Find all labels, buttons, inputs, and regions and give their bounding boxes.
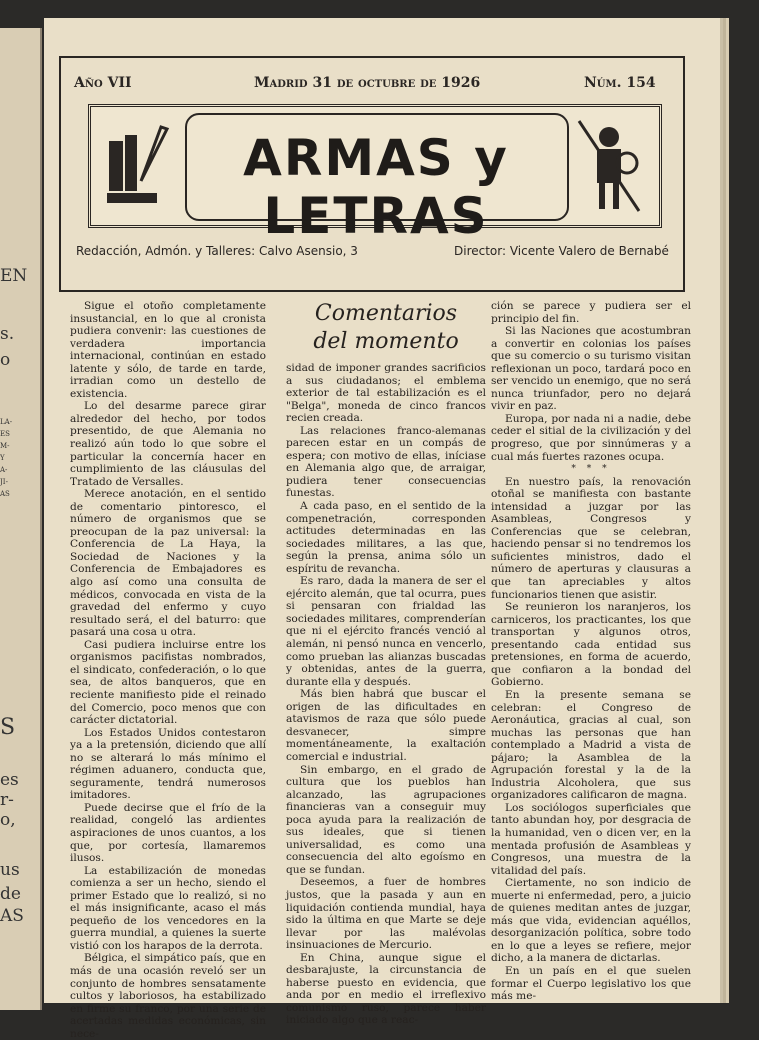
paragraph: Casi pudiera incluirse entre los organismos pacifistas nombrados, el sindicato, confederación, o lo que sea, de altos banqueros, que en reciente manifiesto pide el reinado del Comercio, poco menos que con carácter dictatorial. [70, 638, 266, 727]
fragment: M- [0, 442, 10, 450]
paragraph: En un país en el que suelen formar el Cuerpo legislativo los que más me- [491, 964, 691, 1003]
previous-page-edge [0, 28, 42, 1010]
paragraph: Europa, por nada ni a nadie, debe ceder el sitial de la civilización y del progreso, que por sinnúmeras y a cual más fuertes razones ocupa. [491, 412, 691, 463]
fragment: AS [0, 490, 10, 498]
fragment: EN [0, 266, 28, 286]
fragment: A- [0, 466, 8, 474]
issue-number: Núm. 154 [584, 75, 656, 91]
address-line: Redacción, Admón. y Talleres: Calvo Asensio, 3 [76, 244, 358, 258]
paragraph: Sin embargo, en el grado de cultura que los pueblos han alcanzado, las agrupaciones financieras van a conseguir muy poca ayuda para la realización de sus ideales, que si tienen universalidad, es como una consecuencia del alto egoísmo en que se fundan. [286, 763, 486, 876]
fragment: de [0, 884, 21, 904]
fragment: s. [0, 324, 15, 344]
paragraph: Los sociólogos superficiales que tanto abundan hoy, por desgracia de la humanidad, ven o dicen ver, en la mentada profusión de Asambleas y Congresos, una muestra de la vitalidad del país. [491, 801, 691, 877]
fragment: es [0, 770, 19, 790]
paragraph: Se reunieron los naranjeros, los carniceros, los practicantes, los que transportan y algunos otros, presentando cada entidad sus pretensiones, en forma de acuerdo, que confiaron a la bondad del Gobierno. [491, 601, 691, 689]
paragraph: Puede decirse que el frío de la realidad, congeló las ardientes aspiraciones de unos cuantos, a los que, por cortesía, llamaremos ilusos. [70, 801, 266, 865]
fragment: o, [0, 810, 16, 830]
issue-year: Año VII [74, 75, 132, 91]
title-line-1: Comentarios [314, 301, 458, 326]
paragraph: Si las Naciones que acostumbran a convertir en colonias los países que su comercio o su turismo visitan reflexionan un poco, tardará poco en ser vencido un enemigo, que no será nunca triunfador, pero no dejará vivir en paz. [491, 325, 691, 413]
issue-date: Madrid 31 de octubre de 1926 [254, 75, 481, 91]
paragraph: En nuestro país, la renovación otoñal se manifiesta con bastante intensidad a juzgar por las Asambleas, Congresos y Conferencias que se celebran, haciendo pensar si no tendremos los suficientes ministros, dado el número de aperturas y clausuras a que tan apreciables y altos funcionarios tienen que asistir. [491, 475, 691, 601]
masthead-banner [88, 104, 662, 245]
article-title [286, 300, 486, 356]
books-quill-icon [101, 121, 173, 211]
paragraph: Los Estados Unidos contestaron ya a la pretensión, diciendo que allí no se alterará lo más mínimo el régimen aduanero, conducta que, seguramente, tendrá numerosos imitadores. [70, 726, 266, 802]
masthead-title: ARMAS y LETRAS [243, 129, 509, 245]
column-2 [286, 300, 486, 1027]
paragraph: Deseemos, a fuer de hombres justos, que la pasada y aun en liquidación contienda mundial, haya sido la última en que Marte se deje llevar por las malévolas insinuaciones de Mercurio. [286, 876, 486, 952]
paragraph: En China, aunque sigue el desbarajuste, la circunstancia de haberse puesto en evidencia, que anda por en medio el irreflexivo comunismo ruso, parece haber iniciado algo que a reac- [286, 951, 486, 1027]
fragment: o [0, 350, 11, 370]
paragraph: A cada paso, en el sentido de la compenetración, corresponden actitudes determinadas en las sociedades militares, a las que, según la prensa, anima sólo un espíritu de revancha. [286, 500, 486, 575]
paragraph: En la presente semana se celebran: el Congreso de Aeronáutica, gracias al cual, son muchas las personas que han contemplado a Madrid a vista de pájaro; la Asamblea de la Agrupación forestal y la de la Industria Alcoholera, que sus organizadores calificaron de magna. [491, 688, 691, 802]
fragment: JI- [0, 478, 8, 486]
paragraph: Bélgica, el simpático país, que en más de una ocasión reveló ser un conjunto de hombres sensatamente cultos y laboriosos, ha estabilizado en firme su franco, por una serie de acertadas medidas económicas, sin nece- [70, 952, 266, 1040]
paragraph: Ciertamente, no son indicio de muerte ni enfermedad, pero, a juicio de quienes meditan antes de juzgar, más que vida, evidencian aquéllos, desorganización política, sobre todo en lo que a leyes se refiere, mejor dicho, a la manera de dictarlas. [491, 877, 691, 965]
paragraph: ción se parece y pudiera ser el principio del fin. [491, 300, 691, 325]
fragment: r- [0, 790, 14, 810]
fragment: AS [0, 906, 24, 926]
director-line: Director: Vicente Valero de Bernabé [454, 244, 669, 258]
newspaper-page [44, 18, 720, 1040]
section-separator: * * * [571, 464, 611, 475]
paragraph: Las relaciones franco-alemanas parecen estar en un compás de espera; con motivo de ellas, iníciase en Alemania algo que, de arraigar, pudiera tener consecuencias funestas. [286, 424, 486, 500]
fragment: LA- [0, 418, 13, 426]
paragraph: La estabilización de monedas comienza a ser un hecho, siendo el primer Estado que lo realizó, si no el más insignificante, acaso el más pequeño de los vencedores en la guerra mundial, a quienes la suerte vistió con los harapos de la derrota. [70, 864, 266, 952]
paragraph: Merece anotación, en el sentido de comentario pintoresco, el número de organismos que se preocupan de la paz universal: la Conferencia de La Haya, la Sociedad de Naciones y la Conferencia de Embajadores es algo así como una consulta de médicos, convocada en vista de la gravedad del enfermo y cuyo resultado será, el del baturro: que pasará una cosa u otra. [70, 488, 266, 639]
paragraph: Más bien habrá que buscar el origen de las dificultades en atavismos de raza que sólo puede desvanecer, simpre momentáneamente, la exaltación comercial e industrial. [286, 688, 486, 763]
paragraph: Lo del desarme parece girar alrededor del hecho, por todos presentido, de que Alemania no realizó aún todo lo que sobre el particular la concernía hacer en cumplimiento de las cláusulas del Tratado de Versalles. [70, 400, 266, 488]
paragraph: sidad de imponer grandes sacrificios a sus ciudadanos; el emblema exterior de tal estabilización es el "Belga", moneda de cinco francos recien creada. [286, 362, 486, 425]
column-1 [70, 300, 266, 1040]
fragment: Y [0, 454, 5, 462]
fragment: ES [0, 430, 10, 438]
fragment: S [0, 715, 16, 740]
title-line-2: del momento [313, 329, 459, 354]
paragraph: Sigue el otoño completamente insustancial, en lo que al cronista pudiera convenir: las cuestiones de verdadera importancia internacional, continúan en estado latente y sólo, de tarde en tarde, irradian como un destello de existencia. [70, 300, 266, 400]
paragraph: Es raro, dada la manera de ser el ejército alemán, que tal ocurra, pues si pensaran con frialdad las sociedades militares, comprenderían que ni el ejército francés venció al alemán, ni pensó nunca en vencerlo, como prueban las alianzas buscadas y obtenidas, antes de la guerra, durante ella y después. [286, 575, 486, 688]
column-3 [491, 300, 691, 1003]
knight-figure-icon [569, 115, 649, 215]
fragment: us [0, 860, 20, 880]
